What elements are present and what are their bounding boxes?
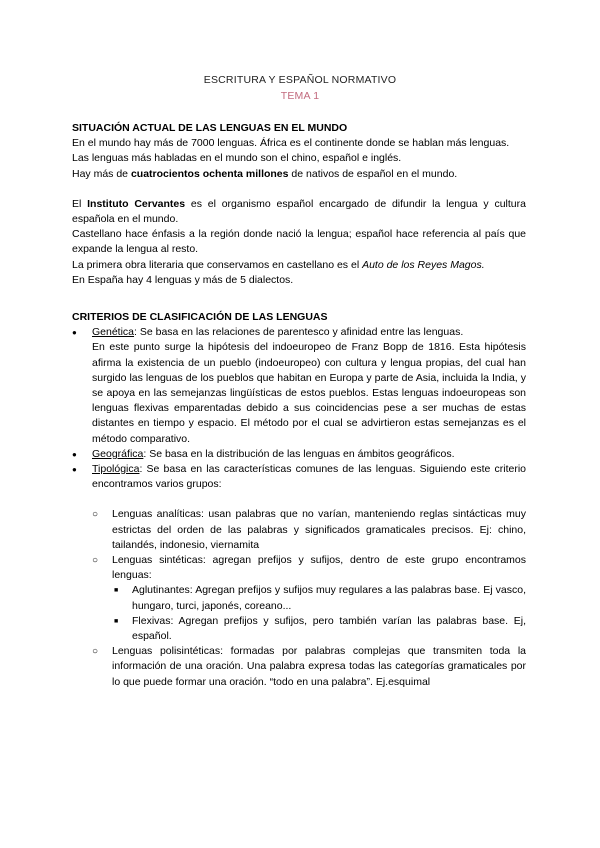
genetica-label: Genética — [92, 326, 135, 339]
paragraph-spain-languages: En España hay 4 lenguas y más de 5 dialectos. — [72, 273, 294, 286]
tipologica-label: Tipológica — [92, 463, 140, 476]
sinteticas-subtypes-list — [112, 583, 526, 644]
list-item-analiticas: ○ Lenguas analíticas: usan palabras que no varían, manteniendo reglas sintácticas muy estrictas del orden de las palabras y significados gramaticales precisos. Ej: chino, tailandés, indonesio, viernamita — [92, 507, 526, 553]
list-item-aglutinantes: ■ Aglutinantes: Agregan prefijos y sufijos muy regulares a las palabras base. Ej vasco, hungaro, turci, japonés, coreano... — [112, 583, 526, 613]
paragraph-first-work: La primera obra literaria que conservamos en castellano es el Auto de los Reyes Magos. — [72, 258, 485, 271]
criteria-list — [72, 325, 526, 690]
tipologica-groups-list — [92, 507, 526, 689]
list-item-geografica: ● Geográfica: Se basa en la distribución de las lenguas en ámbitos geográficos. — [72, 447, 526, 462]
paragraph-languages-count: En el mundo hay más de 7000 lenguas. África es el continente donde se hablan más lenguas. — [72, 137, 510, 150]
list-item-tipologica: ● Tipológica: Se basa en las características comunes de las lenguas. Siguiendo este criterio encontramos varios grupos: ○ Lenguas analíticas: usan palabras que no varían, manteniendo reglas sintácticas muy estrictas del orden de las palabras y significados gramaticales precisos. Ej: chino, tailandés, indonesio, viernamita ○ Lenguas sintéticas: agregan prefijos y sufijos, dentro de este grupo encontramos lenguas: ■ Aglutinantes: Agregan prefijos y sufijos muy regulares a las palabras base. Ej vasco, hungaro, turci, japonés, coreano... ■ Flexivas: Agregan prefijos y sufijos, pero también varían las palabras base. Ej, español. ○ Lenguas polisintéticas: formadas por palabras complejas que transmiten toda la información de una oración. Una palabra expresa todas las categorías gramaticales por lo que puede formar una oración. “todo en una palabra”. Ej.esquimal — [72, 462, 526, 690]
geografica-label: Geográfica — [92, 447, 144, 460]
cervantes-name: Instituto Cervantes — [87, 197, 186, 210]
document-subtitle: TEMA 1 — [280, 90, 320, 102]
section-heading-criteria: CRITERIOS DE CLASIFICACIÓN DE LAS LENGUAS — [72, 311, 328, 323]
paragraph-native-speakers: Hay más de cuatrocientos ochenta millones de nativos de español en el mundo. — [72, 167, 458, 180]
paragraph-most-spoken: Las lenguas más habladas en el mundo son el chino, español e inglés. — [72, 152, 402, 165]
paragraph-cervantes: El Instituto Cervantes es el organismo español encargado de difundir la lengua y cultura española en el mundo. — [72, 197, 526, 226]
document-title: ESCRITURA Y ESPAÑOL NORMATIVO — [203, 74, 397, 86]
list-item-polisinteticas: ○ Lenguas polisintéticas: formadas por palabras complejas que transmiten toda la información de una oración. Una palabra expresa todas las categorías gramaticales por lo que puede formar una oración. “todo en una palabra”. Ej.esquimal — [92, 644, 526, 690]
section-classification — [72, 310, 526, 690]
first-work-title: Auto de los Reyes Magos. — [362, 258, 485, 271]
section-current-situation — [72, 121, 526, 288]
genetica-detail: En este punto surge la hipótesis del indoeuropeo de Franz Bopp de 1816. Esta hipótesis afirma la existencia de un pueblo (indoeuropeo) con cultura y lengua propias, del cual han surgido las lenguas de los pueblos que habitan en Europa y parte de Asia, incluida la India, y se apoya en las semejanzas lingüísticas de estos pueblos. Estas lenguas indoeuropeas son lenguas flexivas emparentadas debido a sus coincidencias pese a ser muchas de estas distantes en tiempo y espacio. El método por el cual se advirtieron estas semejanzas es el método comparativo. — [92, 341, 526, 445]
list-item-genetica: ● Genética: Se basa en las relaciones de parentesco y afinidad entre las lenguas. En este punto surge la hipótesis del indoeuropeo de Franz Bopp de 1816. Esta hipótesis afirma la existencia de un pueblo (indoeuropeo) con cultura y lengua propias, del cual han surgido las lenguas de los pueblos que habitan en Europa y parte de Asia, incluida la India, y se apoya en las semejanzas lingüísticas de estos pueblos. Estas lenguas indoeuropeas son lenguas flexivas emparentadas debido a sus coincidencias pese a ser muchas de estas distantes en tiempo y espacio. El método por el cual se advirtieron estas semejanzas es el método comparativo. — [72, 325, 526, 447]
list-item-sinteticas: ○ Lenguas sintéticas: agregan prefijos y sufijos, dentro de este grupo encontramos lenguas: ■ Aglutinantes: Agregan prefijos y sufijos muy regulares a las palabras base. Ej vasco, hungaro, turci, japonés, coreano... ■ Flexivas: Agregan prefijos y sufijos, pero también varían las palabras base. Ej, español. — [92, 553, 526, 644]
section-heading-situation: SITUACIÓN ACTUAL DE LAS LENGUAS EN EL MUNDO — [72, 122, 348, 134]
list-item-flexivas: ■ Flexivas: Agregan prefijos y sufijos, pero también varían las palabras base. Ej, español. — [112, 614, 526, 644]
paragraph-castellano-espanol: Castellano hace énfasis a la región donde nació la lengua; español hace referencia al país que expande la lengua al resto. — [72, 228, 526, 256]
native-speakers-count: cuatrocientos ochenta millones — [130, 167, 289, 180]
